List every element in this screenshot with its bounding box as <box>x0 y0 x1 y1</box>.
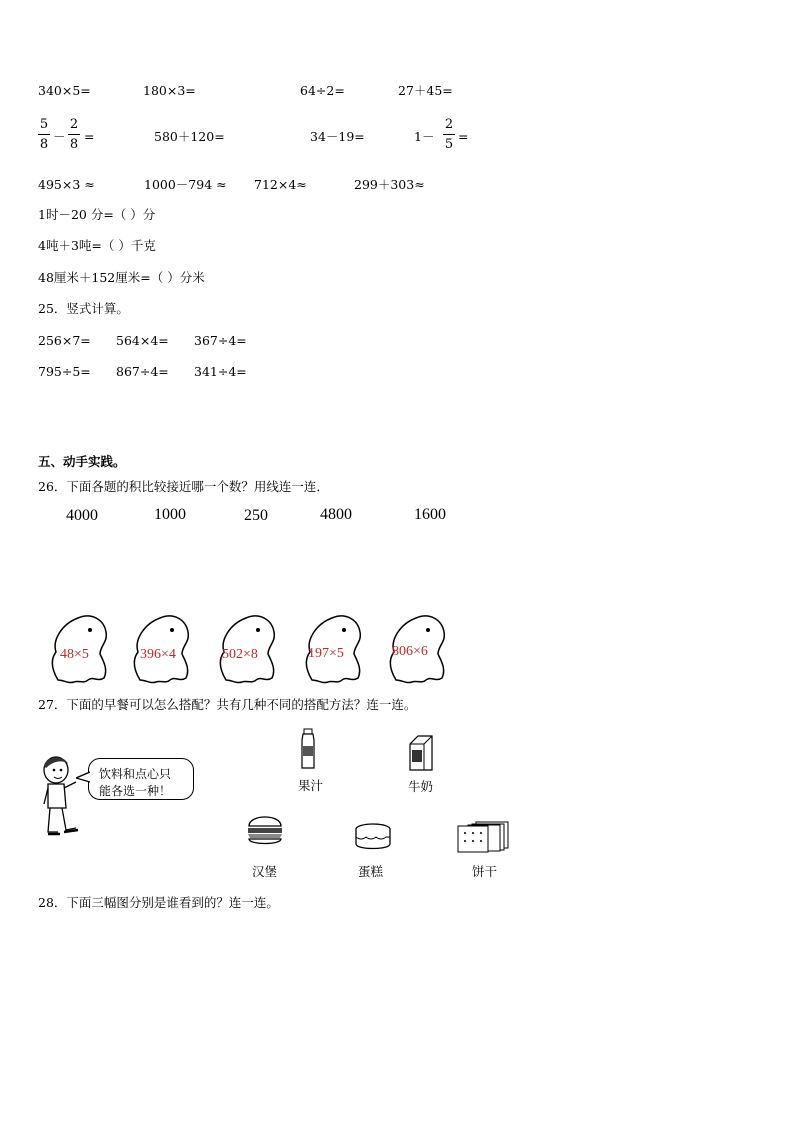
expr-341div4: 341÷4= <box>194 364 247 379</box>
biscuit-icon <box>456 820 512 854</box>
bubble-line-2: 能各选一种！ <box>99 784 172 798</box>
fraction-denominator: 8 <box>39 137 49 152</box>
ghost-expression-197x5: 197×5 <box>308 646 344 661</box>
drink-label-juice: 果汁 <box>298 778 324 793</box>
unit-time: 1时－20 分=（ ）分 <box>38 207 156 222</box>
question-27-title: 27．下面的早餐可以怎么搭配？共有几种不同的搭配方法？连一连。 <box>38 697 417 712</box>
milk-carton-icon <box>406 734 436 772</box>
expr-34minus19: 34－19= <box>310 129 365 144</box>
bubble-tail <box>76 770 90 784</box>
ghost-expression-502x8: 502×8 <box>222 647 258 662</box>
target-number-4800: 4800 <box>320 506 352 523</box>
fraction-numerator: 2 <box>69 117 79 132</box>
juice-bottle-icon <box>298 728 318 770</box>
snack-label-hamburger: 汉堡 <box>252 864 278 879</box>
hamburger-icon <box>245 810 285 848</box>
target-number-1600: 1600 <box>414 506 446 523</box>
estimate-299plus303: 299＋303≈ <box>354 177 425 192</box>
target-number-1000: 1000 <box>154 506 186 523</box>
expr-795div5: 795÷5= <box>38 364 91 379</box>
estimate-712x4: 712×4≈ <box>254 177 307 192</box>
expr-256x7: 256×7= <box>38 333 91 348</box>
question-28-title: 28．下面三幅图分别是谁看到的？连一连。 <box>38 895 279 910</box>
unit-weight: 4吨＋3吨=（ ）千克 <box>38 238 156 253</box>
fraction-2-8 <box>68 118 80 151</box>
unit-length: 48厘米＋152厘米=（ ）分米 <box>38 270 205 285</box>
estimate-1000minus794: 1000－794 ≈ <box>144 177 227 192</box>
estimate-495x3: 495×3 ≈ <box>38 177 95 192</box>
fraction-numerator: 2 <box>444 117 454 132</box>
cake-icon <box>353 822 393 852</box>
expr-580plus120: 580＋120= <box>154 129 225 144</box>
bubble-line-1: 饮料和点心只 <box>99 767 172 781</box>
target-number-4000: 4000 <box>66 507 98 524</box>
section-5-heading: 五、动手实践。 <box>38 454 126 469</box>
boy-illustration <box>34 752 92 844</box>
expr-867div4: 867÷4= <box>116 364 169 379</box>
fraction-denominator: 8 <box>69 137 79 152</box>
expr-340x5: 340×5= <box>38 83 91 98</box>
equals-sign: = <box>84 129 95 144</box>
fraction-5-8 <box>38 118 50 151</box>
ghost-expression-48x5: 48×5 <box>60 647 89 662</box>
ghost-expression-396x4: 396×4 <box>140 647 176 662</box>
ghost-expression-806x6: 806×6 <box>392 644 428 659</box>
question-26-title: 26．下面各题的积比较接近哪一个数？用线连一连． <box>38 479 329 494</box>
question-25-title: 25．竖式计算。 <box>38 301 129 316</box>
expr-564x4: 564×4= <box>116 333 169 348</box>
target-number-250: 250 <box>244 507 268 524</box>
fraction-numerator: 5 <box>39 117 49 132</box>
equals-sign: = <box>458 129 469 144</box>
expr-64div2: 64÷2= <box>300 83 345 98</box>
snack-label-cake: 蛋糕 <box>358 864 384 879</box>
expr-180x3: 180×3= <box>143 83 196 98</box>
one-minus: 1－ <box>414 129 435 144</box>
fraction-2-5 <box>443 118 455 151</box>
drink-label-milk: 牛奶 <box>408 779 434 794</box>
expr-27plus45: 27＋45= <box>398 83 453 98</box>
snack-label-biscuit: 饼干 <box>472 864 498 879</box>
minus-sign: － <box>53 129 66 144</box>
expr-367div4: 367÷4= <box>194 333 247 348</box>
fraction-denominator: 5 <box>444 137 454 152</box>
speech-bubble <box>88 758 194 800</box>
